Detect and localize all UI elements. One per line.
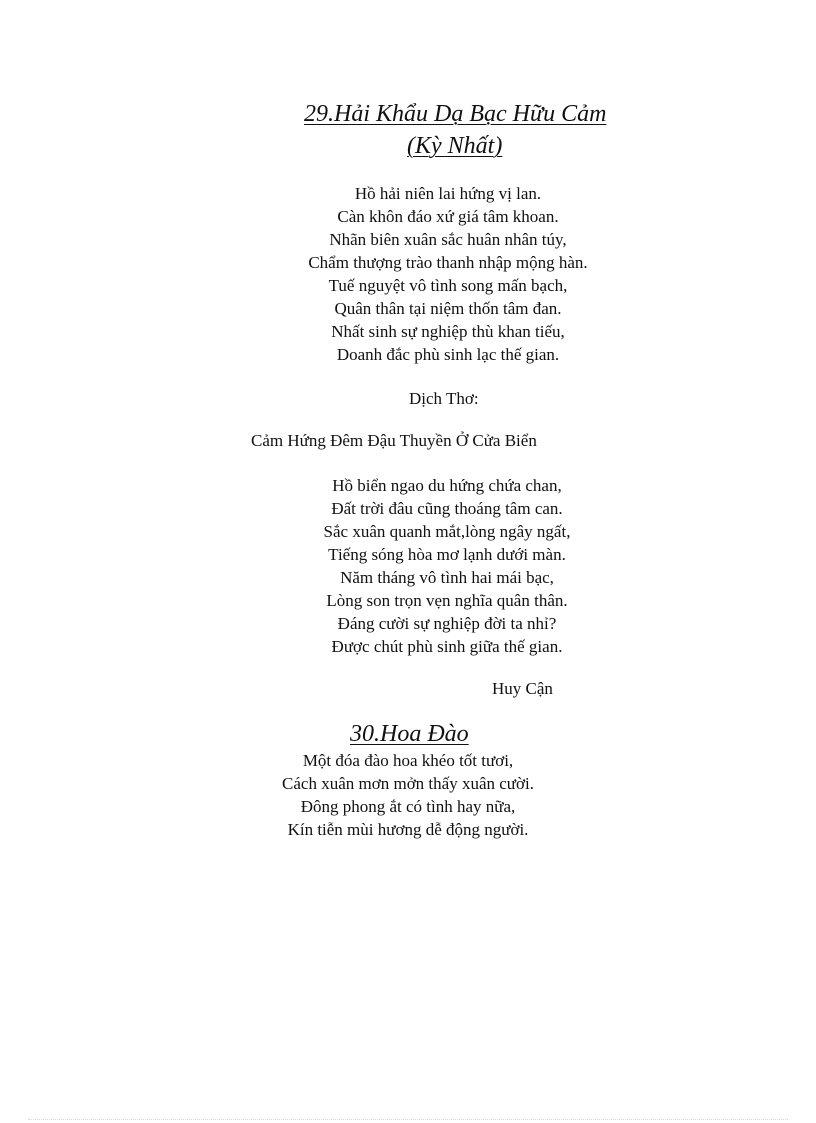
poem-line: Một đóa đào hoa khéo tốt tươi, [302,751,514,770]
poem-line: Nhất sinh sự nghiệp thù khan tiếu, [331,322,565,341]
page-bottom-divider [28,1119,788,1120]
poem-line: Doanh đắc phù sinh lạc thế gian. [336,345,560,364]
translator-name: Huy Cận [492,679,553,698]
poem-line: Cách xuân mơn mởn thấy xuân cười. [282,774,534,793]
translation-label: Dịch Thơ: [409,389,479,408]
poem-line: Quân thân tại niệm thốn tâm đan. [334,299,562,318]
poem-line: Sắc xuân quanh mắt,lòng ngây ngất, [323,522,571,541]
poem-30-stanza [208,749,608,841]
poem-line: Càn khôn đáo xứ giá tâm khoan. [337,207,559,226]
poem-line: Đông phong ắt có tình hay nữa, [300,797,516,816]
poem-30-title: 30.Hoa Đào [350,721,469,747]
poem-line: Nhãn biên xuân sắc huân nhân túy, [329,230,567,249]
poem-29-original-stanza [248,182,648,366]
poem-line: Lòng son trọn vẹn nghĩa quân thân. [326,591,568,610]
poem-line: Được chút phù sinh giữa thế gian. [331,637,563,656]
poem-line: Hồ hải niên lai hứng vị lan. [354,184,542,203]
poem-29-translation-stanza [247,474,647,658]
poem-29-subtitle: (Kỳ Nhất) [407,133,503,159]
poem-line: Hồ biển ngao du hứng chứa chan, [332,476,562,495]
poem-line: Tuế nguyệt vô tình song mấn bạch, [328,276,568,295]
poem-line: Chẩm thượng trào thanh nhập mộng hàn. [308,253,588,272]
poem-line: Đáng cười sự nghiệp đời ta nhỉ? [337,614,557,633]
poem-line: Kín tiễn mùi hương dễ động người. [287,820,529,839]
poem-line: Đất trời đâu cũng thoáng tâm can. [331,499,563,518]
poem-line: Năm tháng vô tình hai mái bạc, [340,568,554,587]
poem-line: Tiếng sóng hòa mơ lạnh dưới màn. [328,545,566,564]
poem-29-title: 29.Hải Khẩu Dạ Bạc Hữu Cảm [304,101,607,127]
translation-title: Cảm Hứng Đêm Đậu Thuyền Ở Cửa Biển [251,431,537,450]
